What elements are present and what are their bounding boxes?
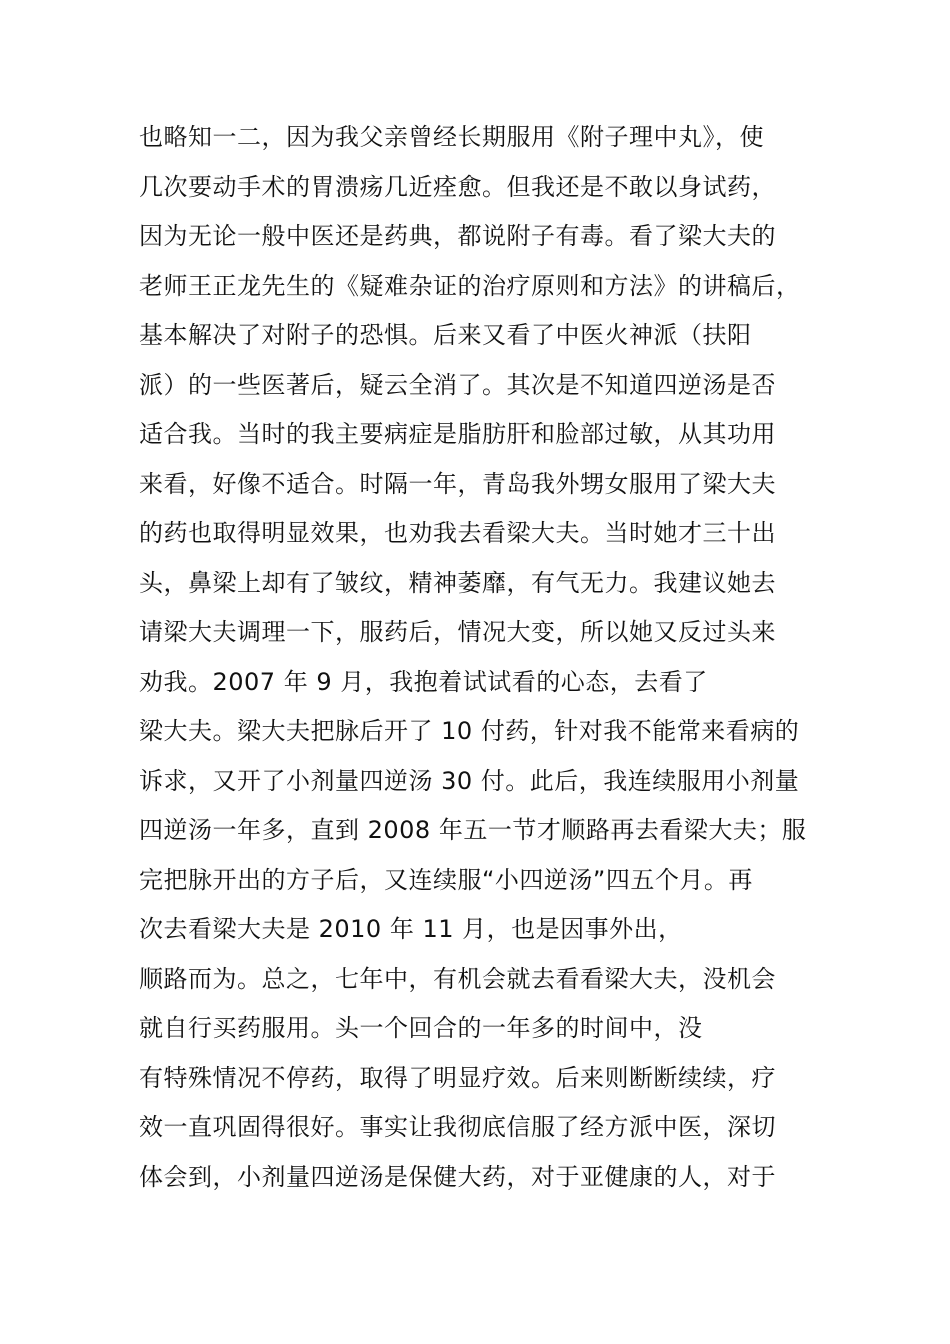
body-text (139, 113, 839, 1202)
text-line: 顺路而为。总之，七年中，有机会就去看看梁大夫，没机会 (139, 964, 776, 993)
text-line: 来看，好像不适合。时隔一年，青岛我外甥女服用了梁大夫 (139, 469, 776, 498)
text-line: 次去看梁大夫是 2010 年 11 月，也是因事外出， (139, 915, 683, 943)
text-line: 几次要动手术的胃溃疡几近痊愈。但我还是不敢以身试药， (139, 172, 776, 201)
text-line: 基本解决了对附子的恐惧。后来又看了中医火神派（扶阳 (139, 321, 752, 349)
text-line: 劝我。2007 年 9 月，我抱着试试看的心态，去看了 (139, 667, 708, 696)
text-line: 因为无论一般中医还是药典，都说附子有毒。看了梁大夫的 (139, 222, 776, 250)
text-line: 也略知一二，因为我父亲曾经长期服用《附子理中丸》，使 (139, 123, 764, 151)
text-line: 梁大夫。梁大夫把脉后开了 10 付药，针对我不能常来看病的 (139, 717, 800, 745)
text-line: 的药也取得明显效果，也劝我去看梁大夫。当时她才三十出 (139, 519, 776, 547)
text-line: 老师王正龙先生的《疑难杂证的治疗原则和方法》的讲稿后， (139, 271, 801, 300)
text-line: 就自行买药服用。头一个回合的一年多的时间中，没 (139, 1014, 703, 1042)
text-line: 体会到，小剂量四逆汤是保健大药，对于亚健康的人，对于 (139, 1162, 776, 1191)
text-line: 请梁大夫调理一下，服药后，情况大变，所以她又反过头来 (139, 618, 776, 646)
text-line: 四逆汤一年多，直到 2008 年五一节才顺路再去看梁大夫；服 (139, 816, 807, 844)
text-line: 有特殊情况不停药，取得了明显疗效。后来则断断续续，疗 (139, 1063, 776, 1092)
text-line: 诉求，又开了小剂量四逆汤 30 付。此后，我连续服用小剂量 (139, 766, 800, 795)
text-line: 完把脉开出的方子后，又连续服“小四逆汤”四五个月。再 (139, 865, 753, 894)
text-line: 适合我。当时的我主要病症是脂肪肝和脸部过敏，从其功用 (139, 420, 776, 448)
text-line: 效一直巩固得很好。事实让我彻底信服了经方派中医，深切 (139, 1113, 776, 1141)
text-line: 头，鼻梁上却有了皱纹，精神萎靡，有气无力。我建议她去 (139, 568, 776, 597)
text-line: 派）的一些医著后，疑云全消了。其次是不知道四逆汤是否 (139, 370, 776, 399)
